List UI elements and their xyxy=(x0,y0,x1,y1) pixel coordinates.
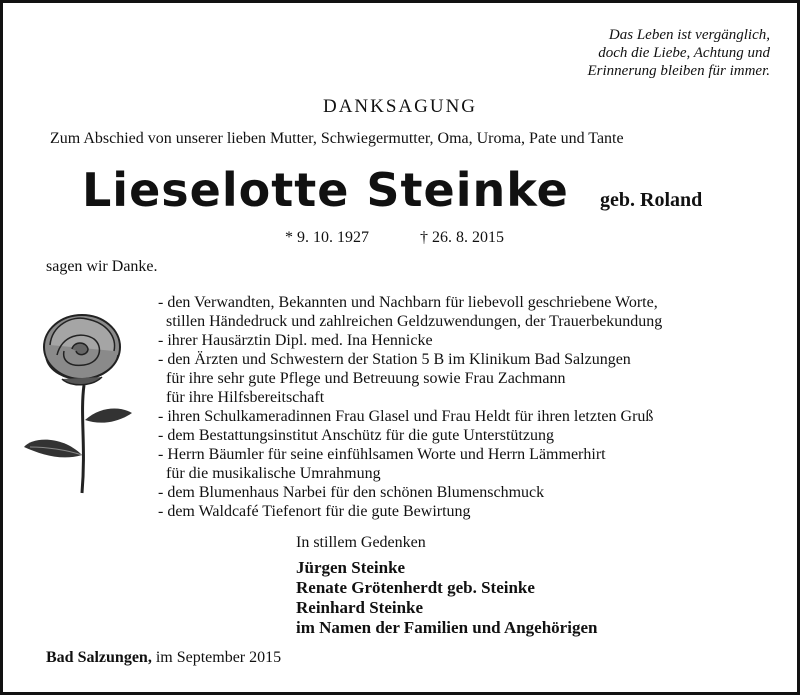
rose-icon xyxy=(22,305,147,495)
thanks-list xyxy=(158,293,662,521)
signer-name: Jürgen Steinke xyxy=(296,558,406,577)
list-item: - dem Waldcafé Tiefenort für die gute Bewirtung xyxy=(158,503,471,520)
list-item: - ihrer Hausärztin Dipl. med. Ina Hennicke xyxy=(158,332,433,349)
list-item: stillen Händedruck und zahlreichen Geldzuwendungen, der Trauerbekundung xyxy=(158,313,663,330)
list-item: - dem Bestattungsinstitut Anschütz für die gute Unterstützung xyxy=(158,427,554,444)
list-item: - den Ärzten und Schwestern der Station 5 B im Klinikum Bad Salzungen xyxy=(158,351,631,368)
place: Bad Salzungen, xyxy=(46,649,152,666)
date: im September 2015 xyxy=(151,649,282,666)
quote-line-2: doch die Liebe, Achtung und xyxy=(598,45,770,61)
deceased-name: Lieselotte Steinke xyxy=(82,163,569,217)
list-item: - dem Blumenhaus Narbei für den schönen Blumenschmuck xyxy=(158,484,545,501)
list-item: - den Verwandten, Bekannten und Nachbarn für liebevoll geschriebene Worte, xyxy=(158,294,658,311)
signer-name: im Namen der Familien und Angehörigen xyxy=(296,618,598,637)
thanks-line: sagen wir Danke. xyxy=(46,258,158,275)
signer-name: Renate Grötenherdt geb. Steinke xyxy=(296,578,535,597)
memory-line: In stillem Gedenken xyxy=(296,534,426,551)
list-item: für ihre Hilfsbereitschaft xyxy=(158,389,325,406)
place-date xyxy=(46,649,281,667)
list-item: - ihren Schulkameradinnen Frau Glasel und Frau Heldt für ihren letzten Gruß xyxy=(158,408,654,425)
signer-name: Reinhard Steinke xyxy=(296,598,424,617)
heading: DANKSAGUNG xyxy=(322,96,478,117)
death-date: † 26. 8. 2015 xyxy=(420,229,504,246)
list-item: für ihre sehr gute Pflege und Betreuung sowie Frau Zachmann xyxy=(158,370,566,387)
list-item: für die musikalische Umrahmung xyxy=(158,465,381,482)
list-item: - Herrn Bäumler für seine einfühlsamen Worte und Herrn Lämmerhirt xyxy=(158,446,606,463)
intro-text: Zum Abschied von unserer lieben Mutter, Schwiegermutter, Oma, Uroma, Pate und Tante xyxy=(50,130,624,147)
maiden-name: geb. Roland xyxy=(600,189,703,211)
quote-line-1: Das Leben ist vergänglich, xyxy=(608,27,770,43)
quote xyxy=(520,26,770,80)
quote-line-3: Erinnerung bleiben für immer. xyxy=(587,63,770,79)
birth-date: * 9. 10. 1927 xyxy=(285,229,369,246)
